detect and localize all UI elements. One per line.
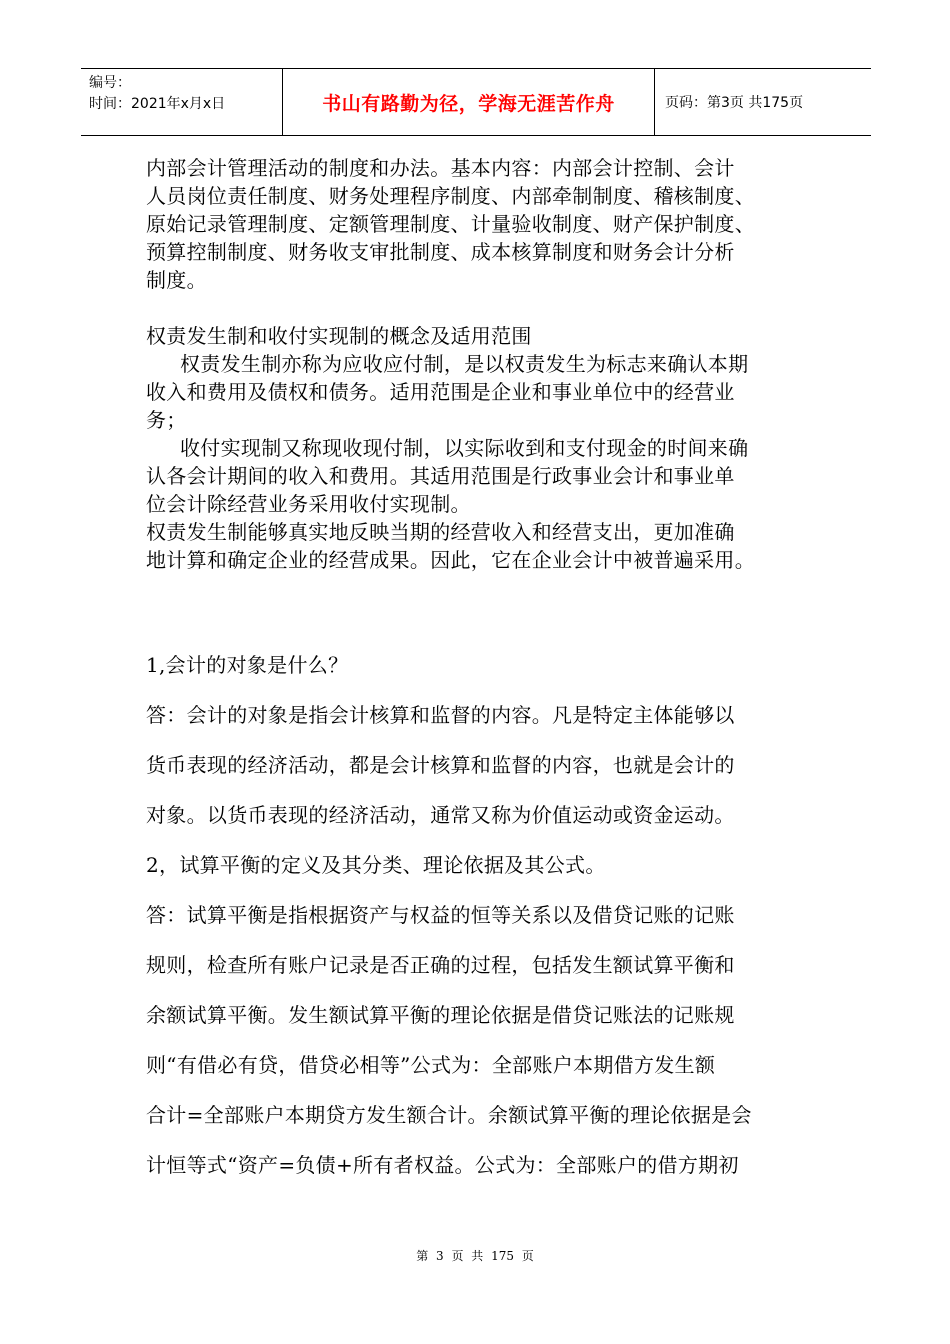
date-label: 时间：2021年x月x日 <box>89 96 226 112</box>
body-line: 地计算和确定企业的经营成果。因此，它在企业会计中被普遍采用。 <box>146 548 755 572</box>
body-line: 收付实现制又称现收现付制，以实际收到和支付现金的时间来确 <box>180 436 749 460</box>
answer-line: 货币表现的经济活动，都是会计核算和监督的内容，也就是会计的 <box>146 753 735 777</box>
body-line: 务； <box>146 408 187 432</box>
header-meta-cell <box>81 69 283 135</box>
body-line: 内部会计管理活动的制度和办法。基本内容：内部会计控制、会计 <box>146 156 735 180</box>
number-label: 编号： <box>89 75 131 91</box>
header-page-cell <box>655 69 871 135</box>
question-2: 2，试算平衡的定义及其分类、理论依据及其公式。 <box>146 853 606 877</box>
answer-line: 规则，检查所有账户记录是否正确的过程，包括发生额试算平衡和 <box>146 953 735 977</box>
body-line: 制度。 <box>146 268 207 292</box>
page-info: 页码：第3页 共175页 <box>665 95 804 111</box>
body-line: 权责发生制能够真实地反映当期的经营收入和经营支出，更加准确 <box>146 520 735 544</box>
answer-line: 则“有借必有贷，借贷必相等”公式为：全部账户本期借方发生额 <box>146 1053 716 1077</box>
answer-line: 对象。以货币表现的经济活动，通常又称为价值运动或资金运动。 <box>146 803 735 827</box>
paragraph-gap <box>146 294 826 322</box>
qa-section <box>146 640 826 1190</box>
body-line: 认各会计期间的收入和费用。其适用范围是行政事业会计和事业单 <box>146 464 735 488</box>
question-1: 1,会计的对象是什么？ <box>146 653 349 677</box>
body-line: 人员岗位责任制度、财务处理程序制度、内部牵制制度、稽核制度、 <box>146 184 755 208</box>
motto-text: 书山有路勤为径，学海无涯苦作舟 <box>322 92 615 115</box>
header-motto-cell <box>283 69 655 135</box>
answer-line: 余额试算平衡。发生额试算平衡的理论依据是借贷记账法的记账规 <box>146 1003 735 1027</box>
page-footer <box>0 1247 950 1264</box>
section-internal-control <box>146 154 826 574</box>
body-line: 收入和费用及债权和债务。适用范围是企业和事业单位中的经营业 <box>146 380 735 404</box>
answer-line: 答：会计的对象是指会计核算和监督的内容。凡是特定主体能够以 <box>146 703 735 727</box>
page-header <box>81 68 871 136</box>
answer-line: 计恒等式“资产=负债+所有者权益。公式为：全部账户的借方期初 <box>146 1153 739 1177</box>
answer-line: 答：试算平衡是指根据资产与权益的恒等关系以及借贷记账的记账 <box>146 903 735 927</box>
answer-line: 合计=全部账户本期贷方发生额合计。余额试算平衡的理论依据是会 <box>146 1103 752 1127</box>
section-heading: 权责发生制和收付实现制的概念及适用范围 <box>146 324 532 348</box>
body-line: 原始记录管理制度、定额管理制度、计量验收制度、财产保护制度、 <box>146 212 755 236</box>
body-line: 位会计除经营业务采用收付实现制。 <box>146 492 471 516</box>
footer-page-number: 第 3 页 共 175 页 <box>416 1249 534 1263</box>
body-line: 权责发生制亦称为应收应付制，是以权责发生为标志来确认本期 <box>180 352 749 376</box>
body-line: 预算控制制度、财务收支审批制度、成本核算制度和财务会计分析 <box>146 240 735 264</box>
